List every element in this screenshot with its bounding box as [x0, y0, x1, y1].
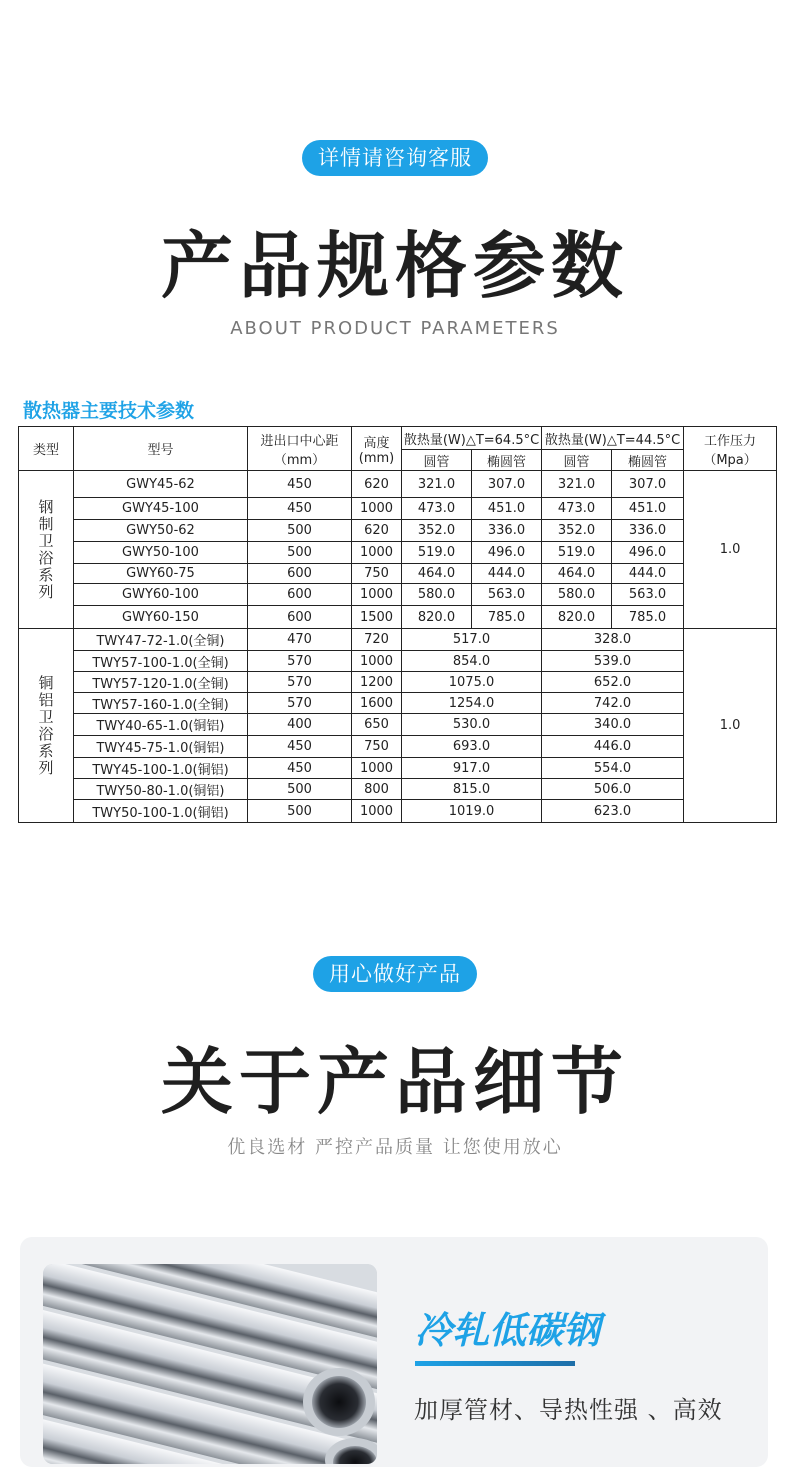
- table-row: [19, 714, 777, 736]
- type-char: 卫: [38, 531, 54, 550]
- table-row: [19, 542, 777, 564]
- subtitle-specs: ABOUT PRODUCT PARAMETERS: [230, 318, 560, 339]
- cell-center: 500: [248, 542, 352, 564]
- cell-center: 450: [248, 498, 352, 520]
- cell-model: GWY60-75: [74, 564, 248, 584]
- cell-round-64: 321.0: [402, 471, 472, 498]
- cell-heat-44: 539.0: [542, 651, 684, 672]
- cell-oval-44: 496.0: [612, 542, 684, 564]
- cell-round-64: 352.0: [402, 520, 472, 542]
- type-char: 铜: [38, 673, 54, 692]
- table-row: [19, 651, 777, 672]
- table-row: [19, 520, 777, 542]
- cell-height: 620: [352, 471, 402, 498]
- cell-oval-44: 336.0: [612, 520, 684, 542]
- header-model: 型号: [74, 427, 248, 471]
- cell-heat-44: 340.0: [542, 714, 684, 736]
- cell-center: 570: [248, 672, 352, 693]
- cell-oval-64: 307.0: [472, 471, 542, 498]
- header-height-unit: (mm): [358, 450, 395, 466]
- table-row: [19, 779, 777, 800]
- cell-center: 500: [248, 800, 352, 823]
- cell-heat-64: 1075.0: [402, 672, 542, 693]
- cell-center: 400: [248, 714, 352, 736]
- cell-round-64: 519.0: [402, 542, 472, 564]
- cell-round-64: 464.0: [402, 564, 472, 584]
- type-char: 列: [38, 758, 54, 777]
- feature-description: 加厚管材、导热性强 、高效: [414, 1396, 723, 1424]
- cell-model: GWY45-62: [74, 471, 248, 498]
- type-char: 卫: [38, 707, 54, 726]
- cell-center: 570: [248, 651, 352, 672]
- cell-height: 800: [352, 779, 402, 800]
- cell-heat-64: 1254.0: [402, 693, 542, 714]
- cell-model: TWY40-65-1.0(铜铝): [74, 714, 248, 736]
- type-char: 列: [38, 582, 54, 601]
- cell-heat-44: 446.0: [542, 736, 684, 758]
- steel-pipes-photo-icon: [43, 1264, 377, 1464]
- cell-heat-64: 854.0: [402, 651, 542, 672]
- cell-height: 650: [352, 714, 402, 736]
- cell-center: 500: [248, 779, 352, 800]
- cell-oval-44: 307.0: [612, 471, 684, 498]
- header-oval-1: 椭圆管: [472, 450, 542, 471]
- cell-oval-44: 444.0: [612, 564, 684, 584]
- cell-height: 620: [352, 520, 402, 542]
- header-center-distance: [248, 427, 352, 471]
- cell-model: TWY47-72-1.0(全铜): [74, 629, 248, 651]
- table-row: [19, 736, 777, 758]
- cell-model: GWY50-62: [74, 520, 248, 542]
- product-detail-card: [20, 1237, 768, 1467]
- consult-service-badge: 详情请咨询客服: [302, 140, 488, 176]
- cell-height: 1000: [352, 584, 402, 606]
- cell-center: 470: [248, 629, 352, 651]
- cell-center: 600: [248, 564, 352, 584]
- cell-heat-44: 652.0: [542, 672, 684, 693]
- cell-height: 720: [352, 629, 402, 651]
- table-row: [19, 758, 777, 779]
- header-heat-64: 散热量(W)△T=64.5°C: [402, 427, 542, 450]
- cell-height: 1600: [352, 693, 402, 714]
- cell-model: GWY60-100: [74, 584, 248, 606]
- cell-oval-64: 444.0: [472, 564, 542, 584]
- cell-heat-64: 530.0: [402, 714, 542, 736]
- cell-pressure-steel: 1.0: [684, 471, 777, 629]
- cell-round-44: 464.0: [542, 564, 612, 584]
- cell-oval-64: 451.0: [472, 498, 542, 520]
- header-pressure-unit: （Mpa）: [703, 452, 757, 468]
- cell-heat-64: 693.0: [402, 736, 542, 758]
- cell-height: 750: [352, 564, 402, 584]
- page-title-specs: 产品规格参数: [160, 224, 629, 308]
- cell-heat-44: 506.0: [542, 779, 684, 800]
- cell-model: GWY45-100: [74, 498, 248, 520]
- header-heat-44: 散热量(W)△T=44.5°C: [542, 427, 684, 450]
- spec-table: [18, 426, 777, 823]
- cell-center: 600: [248, 584, 352, 606]
- cell-round-44: 321.0: [542, 471, 612, 498]
- type-char: 制: [38, 514, 54, 533]
- cell-heat-44: 554.0: [542, 758, 684, 779]
- header-height-label: 高度: [363, 435, 390, 451]
- cell-center: 450: [248, 758, 352, 779]
- cell-height: 1200: [352, 672, 402, 693]
- cell-model: GWY60-150: [74, 606, 248, 629]
- type-cell-steel: [19, 471, 74, 629]
- cell-round-64: 580.0: [402, 584, 472, 606]
- cell-height: 1000: [352, 542, 402, 564]
- type-char: 系: [38, 565, 54, 584]
- cell-model: TWY57-160-1.0(全铜): [74, 693, 248, 714]
- cell-center: 450: [248, 736, 352, 758]
- table-row: [19, 693, 777, 714]
- cell-oval-64: 336.0: [472, 520, 542, 542]
- header-pressure-label: 工作压力: [704, 433, 757, 449]
- table-row: [19, 800, 777, 823]
- steel-pipes-illustration: [43, 1264, 377, 1464]
- type-char: 铝: [38, 690, 54, 709]
- header-center-distance-unit: （mm）: [273, 452, 326, 468]
- feature-accent-bar: [415, 1361, 575, 1366]
- header-pressure: [684, 427, 777, 471]
- header-oval-2: 椭圆管: [612, 450, 684, 471]
- cell-oval-64: 496.0: [472, 542, 542, 564]
- cell-oval-64: 563.0: [472, 584, 542, 606]
- cell-model: TWY57-100-1.0(全铜): [74, 651, 248, 672]
- cell-oval-64: 785.0: [472, 606, 542, 629]
- cell-heat-44: 623.0: [542, 800, 684, 823]
- cell-heat-64: 517.0: [402, 629, 542, 651]
- cell-center: 450: [248, 471, 352, 498]
- cell-heat-64: 1019.0: [402, 800, 542, 823]
- table-row: [19, 606, 777, 629]
- subtitle-details: 优良选材 严控产品质量 让您使用放心: [227, 1137, 563, 1158]
- cell-oval-44: 563.0: [612, 584, 684, 606]
- page-title-details: 关于产品细节: [160, 1040, 629, 1124]
- cell-heat-64: 815.0: [402, 779, 542, 800]
- cell-heat-44: 328.0: [542, 629, 684, 651]
- cell-round-44: 820.0: [542, 606, 612, 629]
- table-row: [19, 629, 777, 651]
- cell-oval-44: 785.0: [612, 606, 684, 629]
- header-center-distance-label: 进出口中心距: [260, 433, 339, 449]
- cell-center: 570: [248, 693, 352, 714]
- type-cell-copper: [19, 629, 74, 823]
- cell-height: 1000: [352, 651, 402, 672]
- header-height: [352, 427, 402, 471]
- cell-round-64: 820.0: [402, 606, 472, 629]
- cell-center: 500: [248, 520, 352, 542]
- type-char: 浴: [38, 548, 54, 567]
- cell-heat-44: 742.0: [542, 693, 684, 714]
- cell-height: 1000: [352, 800, 402, 823]
- cell-height: 1000: [352, 498, 402, 520]
- cell-round-44: 580.0: [542, 584, 612, 606]
- cell-height: 750: [352, 736, 402, 758]
- cell-pressure-copper: 1.0: [684, 629, 777, 823]
- cell-center: 600: [248, 606, 352, 629]
- cell-round-64: 473.0: [402, 498, 472, 520]
- cell-round-44: 352.0: [542, 520, 612, 542]
- cell-round-44: 473.0: [542, 498, 612, 520]
- header-round-1: 圆管: [402, 450, 472, 471]
- quality-badge: 用心做好产品: [313, 956, 477, 992]
- cell-model: GWY50-100: [74, 542, 248, 564]
- feature-title: 冷轧低碳钢: [415, 1309, 600, 1352]
- cell-heat-64: 917.0: [402, 758, 542, 779]
- header-round-2: 圆管: [542, 450, 612, 471]
- table-row: [19, 584, 777, 606]
- cell-model: TWY57-120-1.0(全铜): [74, 672, 248, 693]
- table-row: [19, 564, 777, 584]
- cell-oval-44: 451.0: [612, 498, 684, 520]
- type-char: 浴: [38, 724, 54, 743]
- cell-model: TWY50-80-1.0(铜铝): [74, 779, 248, 800]
- cell-round-44: 519.0: [542, 542, 612, 564]
- cell-model: TWY45-75-1.0(铜铝): [74, 736, 248, 758]
- cell-height: 1500: [352, 606, 402, 629]
- cell-model: TWY50-100-1.0(铜铝): [74, 800, 248, 823]
- table-row: [19, 498, 777, 520]
- cell-model: TWY45-100-1.0(铜铝): [74, 758, 248, 779]
- table-row: [19, 471, 777, 498]
- spec-table-heading: 散热器主要技术参数: [23, 400, 195, 422]
- type-char: 钢: [38, 497, 54, 516]
- table-row: [19, 672, 777, 693]
- header-type: 类型: [19, 427, 74, 471]
- type-char: 系: [38, 741, 54, 760]
- cell-height: 1000: [352, 758, 402, 779]
